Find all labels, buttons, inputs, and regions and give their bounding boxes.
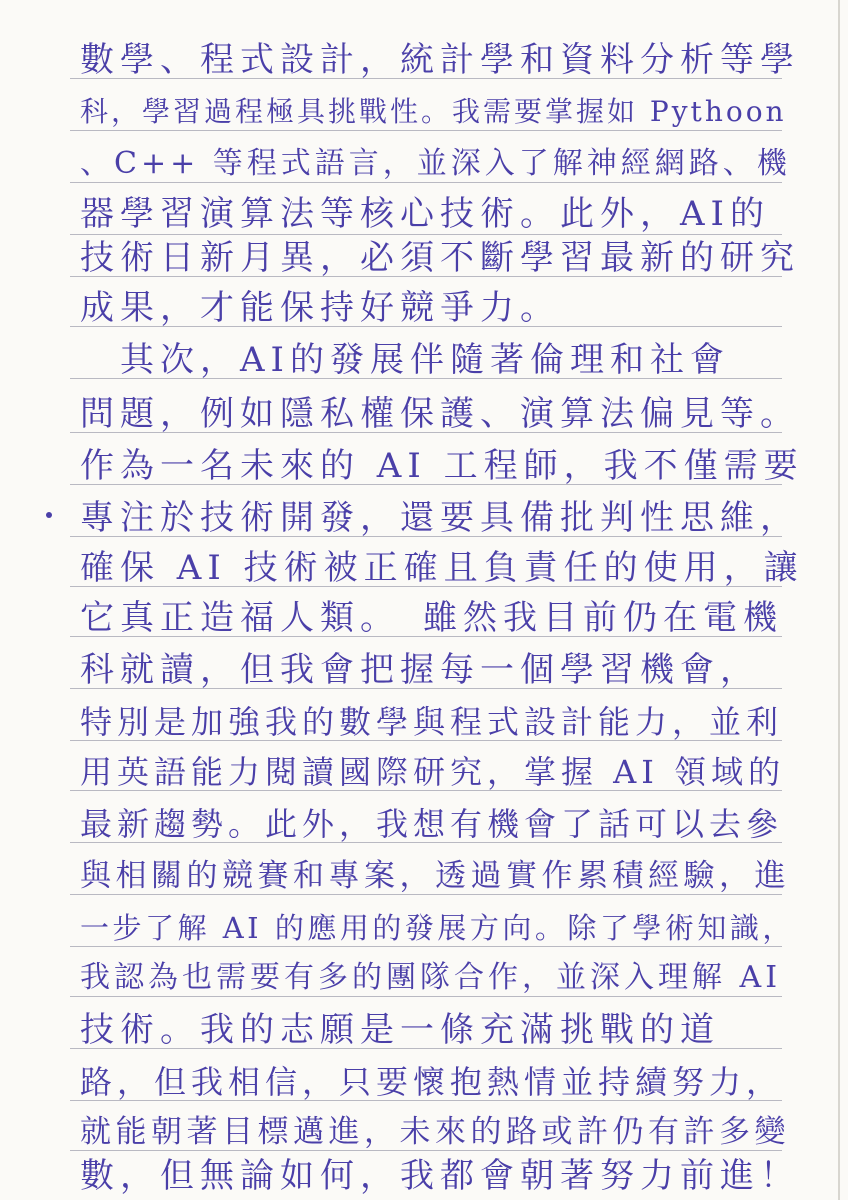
text-line: 技術。我的志願是一條充滿挑戰的道	[80, 1010, 720, 1050]
text-line: 路，但我相信，只要懷抱熱情並持續努力，	[80, 1063, 784, 1101]
text-line: 問題，例如隱私權保護、演算法偏見等。	[80, 394, 800, 434]
text-line: 就能朝著目標邁進，未來的路或許仍有許多變	[80, 1114, 790, 1150]
text-line: 專注於技術開發，還要具備批判性思維，	[80, 498, 800, 538]
text-line: 技術日新月異，必須不斷學習最新的研究	[80, 238, 800, 278]
ruled-line	[70, 234, 782, 235]
text-line: 、C++ 等程式語言，並深入了解神經網路、機	[80, 146, 791, 181]
text-line: 科，學習過程極具挑戰性。我需要掌握如 Pythoon	[80, 95, 787, 128]
text-line: 確保 AI 技術被正確且負責任的使用，讓	[80, 548, 804, 588]
text-line: 用英語能力閱讀國際研究，掌握 AI 領域的	[80, 753, 786, 791]
text-line: 科就讀，但我會把握每一個學習機會，	[80, 650, 760, 690]
page-edge	[838, 0, 840, 1200]
text-line: 一步了解 AI 的應用的發展方向。除了學術知識，	[80, 911, 795, 945]
text-line: 它真正造福人類。 雖然我目前仍在電機	[80, 598, 783, 638]
text-line: 我認為也需要有多的團隊合作，並深入理解 AI	[80, 960, 782, 995]
text-line: 特別是加強我的數學與程式設計能力，並利	[80, 703, 784, 741]
text-line: 與相關的競賽和專案，透過實作累積經驗，進	[80, 858, 790, 894]
text-line: 成果，才能保持好競爭力。	[80, 288, 560, 328]
text-line: 數學、程式設計，統計學和資料分析等學	[80, 40, 800, 80]
text-line: 其次，AI的發展伴隨著倫理和社會	[80, 340, 730, 380]
text-line: 作為一名未來的 AI 工程師，我不僅需要	[80, 446, 804, 486]
text-line: 器學習演算法等核心技術。此外，AI的	[80, 194, 770, 234]
text-line: 數，但無論如何，我都會朝著努力前進！	[80, 1156, 800, 1196]
margin-ink-dot	[46, 512, 52, 518]
text-line: 最新趨勢。此外，我想有機會了話可以去參	[80, 805, 784, 843]
